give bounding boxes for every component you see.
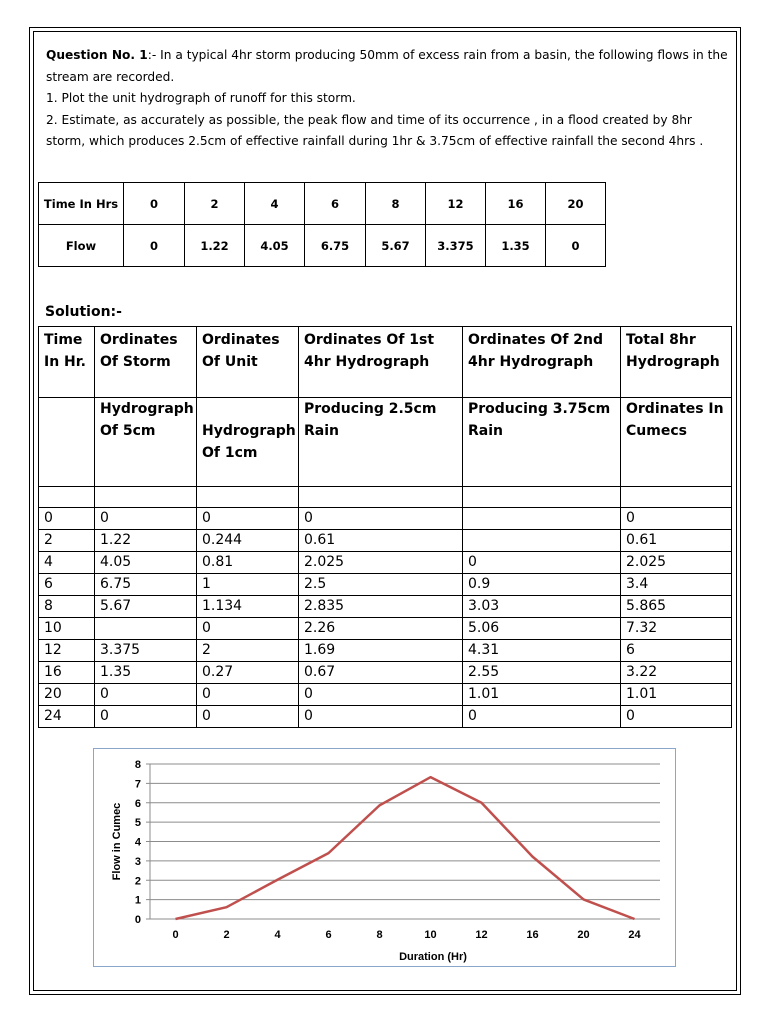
table-row (39, 552, 732, 574)
x-tick-label: 20 (577, 929, 590, 941)
y-tick-label: 0 (134, 914, 141, 926)
table-cell: 5.06 (463, 618, 621, 640)
table-cell (463, 508, 621, 530)
y-tick-label: 8 (134, 759, 141, 771)
question-intro-text: :- In a typical 4hr storm producing 50mm of excess rain from a basin, the following flows in the stream are recorded. (46, 48, 728, 84)
table-cell: 3.4 (621, 574, 732, 596)
flow-cell: 0 (546, 225, 606, 267)
table-cell: 6.75 (95, 574, 197, 596)
table-cell: 2.55 (463, 662, 621, 684)
table-cell: 0.81 (197, 552, 299, 574)
blank-cell (39, 487, 95, 508)
solution-label: Solution:- (45, 304, 122, 320)
table-row (39, 508, 732, 530)
table-cell: 6 (621, 640, 732, 662)
blank-cell (299, 487, 463, 508)
x-tick-label: 0 (172, 929, 179, 941)
table-cell: 0 (299, 684, 463, 706)
chart-svg (94, 749, 675, 966)
x-tick-label: 4 (274, 929, 281, 941)
table-cell: 4.31 (463, 640, 621, 662)
flow-table-flow-row (39, 225, 606, 267)
time-cell: 16 (486, 183, 546, 225)
table-cell: 1.22 (95, 530, 197, 552)
table-cell: 0 (95, 508, 197, 530)
x-tick-label: 8 (376, 929, 383, 941)
table-cell: 0 (463, 552, 621, 574)
table-row (39, 684, 732, 706)
table-cell: 3.03 (463, 596, 621, 618)
table-row (39, 640, 732, 662)
table-cell: 1.35 (95, 662, 197, 684)
x-tick-label: 6 (325, 929, 332, 941)
y-tick-label: 5 (134, 817, 141, 830)
time-header-cell: Time In Hrs (39, 183, 124, 225)
header-cell: Producing 3.75cm Rain (463, 398, 621, 487)
table-cell: 1.01 (621, 684, 732, 706)
table-cell: 4 (39, 552, 95, 574)
table-cell: 0 (197, 618, 299, 640)
table-cell: 0 (621, 508, 732, 530)
time-cell: 20 (546, 183, 606, 225)
x-tick-label: 24 (628, 929, 641, 941)
header-cell: Time In Hr. (39, 327, 95, 398)
table-cell: 0 (299, 508, 463, 530)
table-cell: 0.244 (197, 530, 299, 552)
y-axis-title: Flow in Cumec (111, 802, 123, 881)
table-cell: 2.26 (299, 618, 463, 640)
time-cell: 6 (305, 183, 366, 225)
table-cell: 0 (197, 508, 299, 530)
flow-table (38, 182, 606, 267)
series-line (176, 777, 635, 919)
table-cell: 0 (95, 684, 197, 706)
table-cell: 8 (39, 596, 95, 618)
table-cell: 2.025 (299, 552, 463, 574)
header-cell: Hydrograph Of 5cm (95, 398, 197, 487)
table-row (39, 706, 732, 728)
table-cell: 5.67 (95, 596, 197, 618)
table-cell: 2 (197, 640, 299, 662)
blank-cell (197, 487, 299, 508)
header-cell: Total 8hr Hydrograph (621, 327, 732, 398)
flow-cell: 6.75 (305, 225, 366, 267)
table-cell: 2.835 (299, 596, 463, 618)
time-cell: 8 (366, 183, 426, 225)
table-cell: 0.61 (299, 530, 463, 552)
table-cell: 1.01 (463, 684, 621, 706)
table-cell: 0 (197, 684, 299, 706)
x-tick-label: 10 (424, 929, 437, 941)
blank-cell (621, 487, 732, 508)
table-cell: 2 (39, 530, 95, 552)
flow-cell: 1.35 (486, 225, 546, 267)
header-cell: Ordinates Of 1st 4hr Hydrograph (299, 327, 463, 398)
hydrograph-chart (93, 748, 676, 967)
table-cell: 3.22 (621, 662, 732, 684)
table-cell: 0 (299, 706, 463, 728)
solution-header-row-2 (39, 398, 732, 487)
table-row (39, 574, 732, 596)
table-cell: 0 (95, 706, 197, 728)
header-cell: Ordinates Of Storm (95, 327, 197, 398)
table-cell (463, 530, 621, 552)
table-cell: 0.9 (463, 574, 621, 596)
table-cell: 0 (39, 508, 95, 530)
flow-cell: 1.22 (185, 225, 245, 267)
x-tick-label: 12 (475, 929, 488, 941)
solution-blank-row (39, 487, 732, 508)
question-intro (46, 45, 730, 88)
table-row (39, 662, 732, 684)
flow-cell: 4.05 (245, 225, 305, 267)
table-cell: 0 (621, 706, 732, 728)
header-cell: Ordinates Of 2nd 4hr Hydrograph (463, 327, 621, 398)
blank-cell (95, 487, 197, 508)
time-cell: 12 (426, 183, 486, 225)
table-cell: 5.865 (621, 596, 732, 618)
table-cell: 3.375 (95, 640, 197, 662)
header-cell: Producing 2.5cm Rain (299, 398, 463, 487)
header-cell: Hydrograph Of 1cm (197, 398, 299, 487)
flow-cell: 0 (124, 225, 185, 267)
question-text (46, 45, 730, 153)
table-cell: 1 (197, 574, 299, 596)
header-cell (39, 398, 95, 487)
table-cell: 0 (197, 706, 299, 728)
flow-header-cell: Flow (39, 225, 124, 267)
table-cell: 7.32 (621, 618, 732, 640)
table-cell: 0.67 (299, 662, 463, 684)
y-tick-label: 4 (134, 836, 141, 849)
y-tick-label: 3 (134, 855, 141, 868)
table-cell: 12 (39, 640, 95, 662)
table-row (39, 596, 732, 618)
x-axis-title: Duration (Hr) (399, 951, 467, 963)
solution-header-row-1 (39, 327, 732, 398)
table-cell: 2.025 (621, 552, 732, 574)
table-cell: 20 (39, 684, 95, 706)
table-row (39, 530, 732, 552)
table-cell: 1.134 (197, 596, 299, 618)
x-tick-label: 16 (526, 929, 539, 941)
header-cell: Ordinates Of Unit (197, 327, 299, 398)
table-row (39, 618, 732, 640)
time-cell: 2 (185, 183, 245, 225)
table-cell: 0.27 (197, 662, 299, 684)
table-cell: 1.69 (299, 640, 463, 662)
table-cell: 24 (39, 706, 95, 728)
table-cell: 16 (39, 662, 95, 684)
table-cell: 4.05 (95, 552, 197, 574)
header-cell: Ordinates In Cumecs (621, 398, 732, 487)
y-tick-label: 6 (134, 797, 141, 810)
question-item-1: 1. Plot the unit hydrograph of runoff for this storm. (46, 91, 356, 105)
question-item-2: 2. Estimate, as accurately as possible, the peak flow and time of its occurrence , in a flood created by 8hr storm, which produces 2.5cm of effective rainfall during 1hr & 3.75cm of effective rainfall the second 4hrs . (46, 112, 704, 148)
flow-cell: 3.375 (426, 225, 486, 267)
x-tick-label: 2 (223, 929, 230, 941)
time-cell: 4 (245, 183, 305, 225)
table-cell (95, 618, 197, 640)
y-tick-label: 1 (134, 894, 141, 907)
table-cell: 0 (463, 706, 621, 728)
table-cell: 10 (39, 618, 95, 640)
blank-cell (463, 487, 621, 508)
y-tick-label: 2 (134, 875, 141, 888)
time-cell: 0 (124, 183, 185, 225)
question-heading: Question No. 1 (46, 48, 148, 62)
solution-table (38, 326, 732, 728)
flow-table-time-row (39, 183, 606, 225)
table-cell: 2.5 (299, 574, 463, 596)
y-tick-label: 7 (134, 778, 141, 791)
table-cell: 0.61 (621, 530, 732, 552)
table-cell: 6 (39, 574, 95, 596)
flow-cell: 5.67 (366, 225, 426, 267)
